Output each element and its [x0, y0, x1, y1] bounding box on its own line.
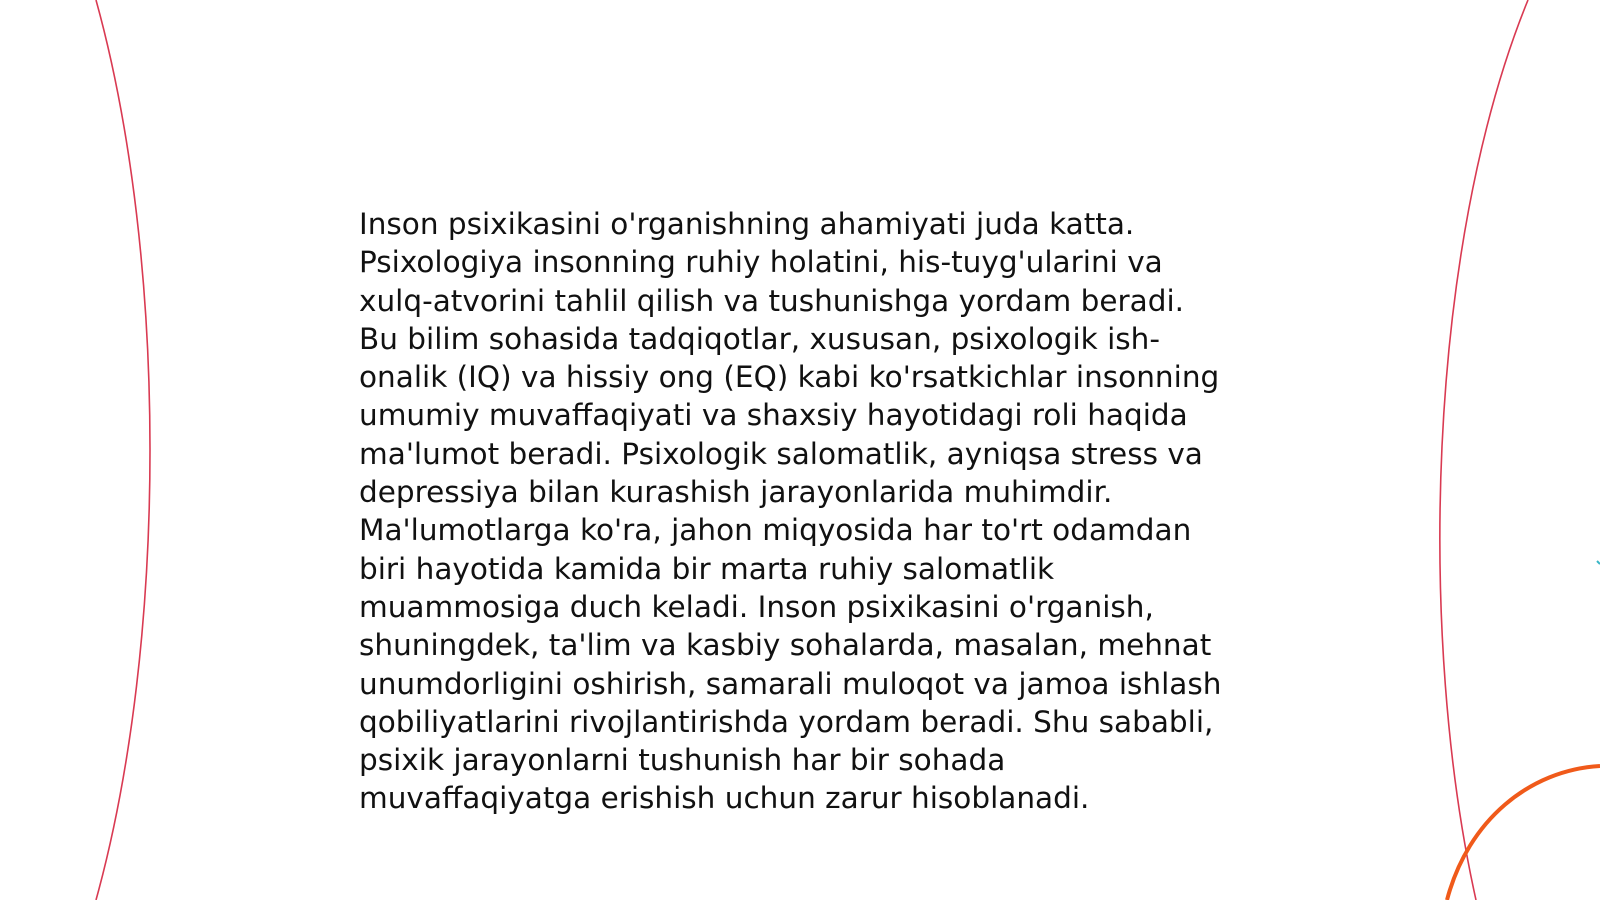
paragraph-line: ma'lumot beradi. Psixologik salomatlik, ayniqsa stress va: [359, 436, 1203, 471]
paragraph-line: Bu bilim sohasida tadqiqotlar, xususan, psixologik ish-: [359, 321, 1161, 356]
orange-corner-arc: [1447, 766, 1600, 900]
paragraph-line: biri hayotida kamida bir marta ruhiy salomatlik: [359, 551, 1055, 586]
paragraph-line: shuningdek, ta'lim va kasbiy sohalarda, masalan, mehnat: [359, 628, 1212, 663]
paragraph-line: umumiy muvaffaqiyati va shaxsiy hayotidagi roli haqida: [359, 398, 1188, 433]
paragraph-line: Inson psixikasini o'rganishning ahamiyati juda katta.: [359, 207, 1135, 241]
left-curved-line: [96, 0, 150, 900]
paragraph-line: qobiliyatlarini rivojlantirishda yordam beradi. Shu sababli,: [359, 704, 1214, 739]
paragraph-line: Ma'lumotlarga ko'ra, jahon miqyosida har to'rt odamdan: [359, 513, 1192, 548]
paragraph-line: onalik (IQ) va hissiy ong (EQ) kabi ko'rsatkichlar insonning: [359, 360, 1220, 395]
paragraph-line: muammosiga duch keladi. Inson psixikasini o'rganish,: [359, 589, 1154, 624]
body-paragraph: [359, 205, 1259, 818]
paragraph-line: xulq-atvorini tahlil qilish va tushunishga yordam beradi.: [359, 283, 1185, 318]
right-curved-line: [1440, 0, 1528, 900]
paragraph-line: psixik jarayonlarni tushunish har bir sohada: [359, 743, 1006, 778]
paragraph-line: depressiya bilan kurashish jarayonlarida muhimdir.: [359, 475, 1113, 510]
paragraph-line: Psixologiya insonning ruhiy holatini, his-tuyg'ularini va: [359, 245, 1163, 280]
paragraph-line: unumdorligini oshirish, samarali muloqot va jamoa ishlash: [359, 666, 1222, 701]
paragraph-line: muvaffaqiyatga erishish uchun zarur hisoblanadi.: [359, 781, 1090, 816]
